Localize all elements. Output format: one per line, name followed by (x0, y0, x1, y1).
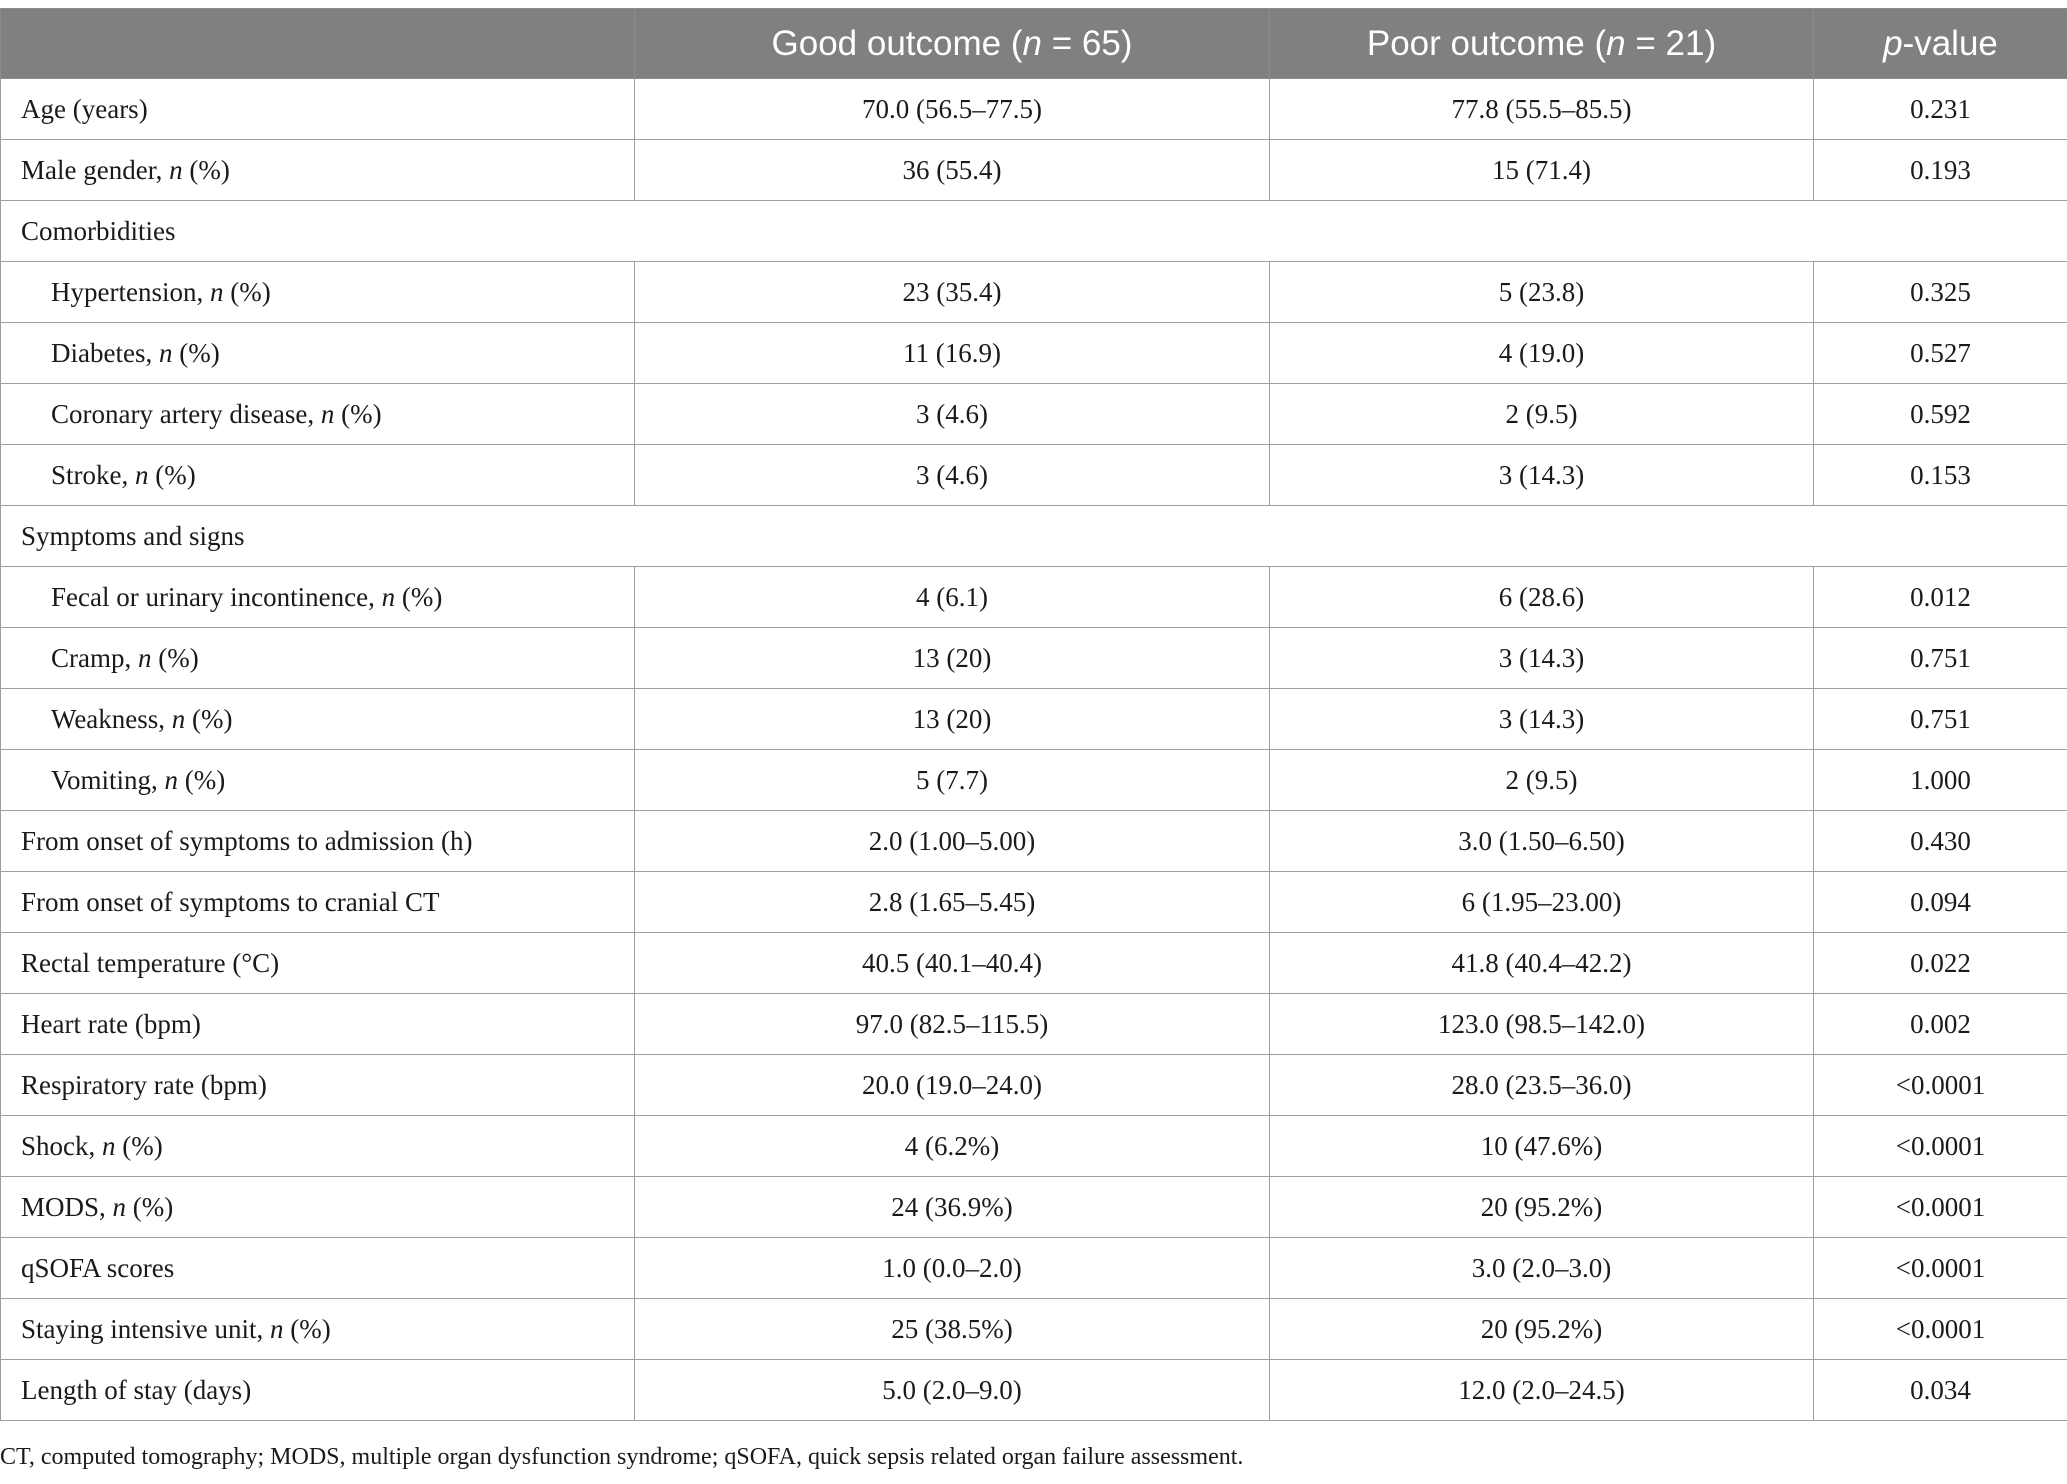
row-label (1, 384, 635, 445)
table-row (1, 811, 2067, 872)
poor-outcome-value: 20 (95.2%) (1270, 1177, 1814, 1238)
section-label: Symptoms and signs (1, 506, 2067, 567)
header-good-outcome: Good outcome (n = 65) (635, 9, 1270, 79)
row-label-n: n (158, 337, 173, 368)
good-outcome-value: 3 (4.6) (635, 384, 1270, 445)
row-label-text: From onset of symptoms to cranial CT (21, 886, 440, 917)
row-label-text: Male gender, (21, 154, 170, 185)
p-value: 0.012 (1814, 567, 2067, 628)
row-label-text: qSOFA scores (21, 1252, 175, 1283)
row-label-n: n (138, 642, 152, 673)
row-label-text: Rectal temperature (°C) (21, 947, 280, 978)
row-label-suffix: (%) (151, 642, 199, 673)
poor-outcome-value: 77.8 (55.5–85.5) (1270, 79, 1814, 140)
row-label (1, 933, 635, 994)
row-label-text: Staying intensive unit, (21, 1313, 270, 1344)
poor-outcome-value: 2 (9.5) (1270, 750, 1814, 811)
good-outcome-value: 36 (55.4) (635, 140, 1270, 201)
p-value: 0.231 (1814, 79, 2067, 140)
row-label-text: From onset of symptoms to admission (h) (21, 825, 473, 856)
good-outcome-value: 5 (7.7) (635, 750, 1270, 811)
row-label-n: n (112, 1191, 127, 1222)
row-label (1, 811, 635, 872)
p-value: 0.034 (1814, 1360, 2067, 1421)
good-outcome-value: 3 (4.6) (635, 445, 1270, 506)
row-label (1, 140, 635, 201)
row-label-n: n (102, 1130, 116, 1161)
poor-outcome-value: 6 (1.95–23.00) (1270, 872, 1814, 933)
poor-outcome-value: 12.0 (2.0–24.5) (1270, 1360, 1814, 1421)
row-label-text: Weakness, (51, 703, 172, 734)
row-label (1, 1360, 635, 1421)
row-label-n: n (209, 276, 224, 307)
table-row (1, 689, 2067, 750)
poor-outcome-value: 3.0 (1.50–6.50) (1270, 811, 1814, 872)
p-value: <0.0001 (1814, 1238, 2067, 1299)
row-label-suffix: (%) (172, 337, 220, 368)
p-value: <0.0001 (1814, 1055, 2067, 1116)
poor-outcome-value: 123.0 (98.5–142.0) (1270, 994, 1814, 1055)
row-label (1, 1299, 635, 1360)
row-label-text: Cramp, (51, 642, 138, 673)
good-outcome-value: 40.5 (40.1–40.4) (635, 933, 1270, 994)
poor-outcome-value: 2 (9.5) (1270, 384, 1814, 445)
good-outcome-value: 97.0 (82.5–115.5) (635, 994, 1270, 1055)
table-row (1, 1177, 2067, 1238)
row-label-text: Vomiting, (51, 764, 165, 795)
row-label-n: n (169, 154, 183, 185)
row-label (1, 262, 635, 323)
row-label-text: Age (years) (21, 93, 148, 124)
row-label-n: n (164, 764, 179, 795)
good-outcome-value: 2.0 (1.00–5.00) (635, 811, 1270, 872)
p-value: <0.0001 (1814, 1299, 2067, 1360)
good-outcome-value: 25 (38.5%) (635, 1299, 1270, 1360)
poor-outcome-value: 10 (47.6%) (1270, 1116, 1814, 1177)
row-label (1, 689, 635, 750)
header-poor-outcome: Poor outcome (n = 21) (1270, 9, 1814, 79)
table-row (1, 567, 2067, 628)
row-label-text: MODS, (21, 1191, 113, 1222)
p-value: <0.0001 (1814, 1116, 2067, 1177)
poor-outcome-value: 28.0 (23.5–36.0) (1270, 1055, 1814, 1116)
p-value: 0.592 (1814, 384, 2067, 445)
row-label-suffix: (%) (178, 764, 226, 795)
good-outcome-value: 1.0 (0.0–2.0) (635, 1238, 1270, 1299)
good-outcome-value: 23 (35.4) (635, 262, 1270, 323)
row-label (1, 628, 635, 689)
table-row (1, 262, 2067, 323)
row-label (1, 872, 635, 933)
poor-outcome-value: 3 (14.3) (1270, 689, 1814, 750)
row-label-suffix: (%) (283, 1313, 331, 1344)
p-value: 0.527 (1814, 323, 2067, 384)
poor-outcome-value: 4 (19.0) (1270, 323, 1814, 384)
table-row (1, 628, 2067, 689)
p-value: 0.751 (1814, 689, 2067, 750)
table-row (1, 1360, 2067, 1421)
row-label-text: Fecal or urinary incontinence, (51, 581, 382, 612)
table-row (1, 1299, 2067, 1360)
good-outcome-value: 5.0 (2.0–9.0) (635, 1360, 1270, 1421)
poor-outcome-value: 15 (71.4) (1270, 140, 1814, 201)
row-label (1, 445, 635, 506)
table-row (1, 872, 2067, 933)
row-label (1, 1177, 635, 1238)
table-row (1, 1116, 2067, 1177)
row-label-n: n (171, 703, 186, 734)
row-label-text: Coronary artery disease, (51, 398, 321, 429)
row-label-suffix: (%) (334, 398, 382, 429)
row-label-suffix: (%) (395, 581, 443, 612)
good-outcome-value: 13 (20) (635, 689, 1270, 750)
row-label-n: n (381, 581, 396, 612)
table-body (1, 79, 2067, 1421)
header-p-value: p-value (1814, 9, 2067, 79)
outcome-comparison-table (0, 8, 2067, 1421)
row-label-n: n (320, 398, 335, 429)
p-value: 0.094 (1814, 872, 2067, 933)
row-label (1, 1238, 635, 1299)
row-label-text: Hypertension, (51, 276, 210, 307)
row-label-suffix: (%) (182, 154, 230, 185)
row-label (1, 1055, 635, 1116)
row-label (1, 567, 635, 628)
row-label-text: Heart rate (bpm) (21, 1008, 201, 1039)
row-label (1, 994, 635, 1055)
table-row (1, 750, 2067, 811)
poor-outcome-value: 41.8 (40.4–42.2) (1270, 933, 1814, 994)
table-footnote: CT, computed tomography; MODS, multiple organ dysfunction syndrome; qSOFA, quick sepsis related organ failure assessment. (0, 1444, 1244, 1470)
table-header-row (1, 9, 2067, 79)
row-label-text: Diabetes, (51, 337, 159, 368)
p-value: 0.022 (1814, 933, 2067, 994)
good-outcome-value: 4 (6.2%) (635, 1116, 1270, 1177)
row-label-text: Respiratory rate (bpm) (21, 1069, 267, 1100)
table-row (1, 933, 2067, 994)
poor-outcome-value: 20 (95.2%) (1270, 1299, 1814, 1360)
p-value: <0.0001 (1814, 1177, 2067, 1238)
good-outcome-value: 13 (20) (635, 628, 1270, 689)
section-row (1, 201, 2067, 262)
row-label-suffix: (%) (223, 276, 271, 307)
row-label-text: Length of stay (days) (21, 1374, 252, 1405)
table-row (1, 445, 2067, 506)
p-value: 0.430 (1814, 811, 2067, 872)
row-label-suffix: (%) (148, 459, 196, 490)
poor-outcome-value: 3 (14.3) (1270, 628, 1814, 689)
row-label-suffix: (%) (185, 703, 233, 734)
row-label (1, 323, 635, 384)
row-label-suffix: (%) (115, 1130, 163, 1161)
row-label (1, 1116, 635, 1177)
row-label-n: n (135, 459, 149, 490)
table-row (1, 323, 2067, 384)
p-value: 1.000 (1814, 750, 2067, 811)
p-value: 0.002 (1814, 994, 2067, 1055)
good-outcome-value: 20.0 (19.0–24.0) (635, 1055, 1270, 1116)
poor-outcome-value: 3 (14.3) (1270, 445, 1814, 506)
p-value: 0.751 (1814, 628, 2067, 689)
table-row (1, 79, 2067, 140)
table-row (1, 140, 2067, 201)
row-label (1, 79, 635, 140)
row-label-n: n (270, 1313, 284, 1344)
p-value: 0.153 (1814, 445, 2067, 506)
table-row (1, 994, 2067, 1055)
good-outcome-value: 70.0 (56.5–77.5) (635, 79, 1270, 140)
poor-outcome-value: 5 (23.8) (1270, 262, 1814, 323)
good-outcome-value: 4 (6.1) (635, 567, 1270, 628)
good-outcome-value: 2.8 (1.65–5.45) (635, 872, 1270, 933)
header-empty-cell (1, 9, 635, 79)
section-row (1, 506, 2067, 567)
section-label: Comorbidities (1, 201, 2067, 262)
p-value: 0.193 (1814, 140, 2067, 201)
table-row (1, 1238, 2067, 1299)
good-outcome-value: 24 (36.9%) (635, 1177, 1270, 1238)
table-row (1, 1055, 2067, 1116)
row-label-text: Shock, (21, 1130, 102, 1161)
p-value: 0.325 (1814, 262, 2067, 323)
row-label (1, 750, 635, 811)
poor-outcome-value: 6 (28.6) (1270, 567, 1814, 628)
good-outcome-value: 11 (16.9) (635, 323, 1270, 384)
row-label-text: Stroke, (51, 459, 135, 490)
table-row (1, 384, 2067, 445)
table-container (0, 8, 2067, 1421)
poor-outcome-value: 3.0 (2.0–3.0) (1270, 1238, 1814, 1299)
row-label-suffix: (%) (126, 1191, 174, 1222)
